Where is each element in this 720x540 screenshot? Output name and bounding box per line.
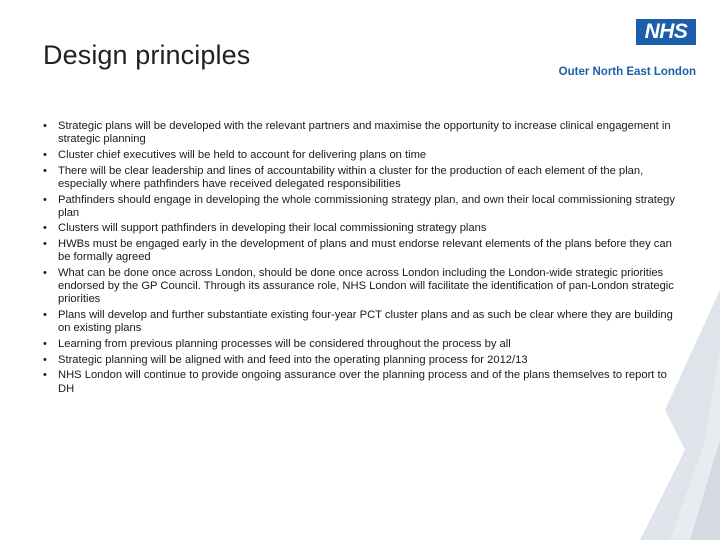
bullet-text: HWBs must be engaged early in the development of plans and must endorse relevant elements of the plans before they can be formally agreed [58,238,672,264]
bullet-text: There will be clear leadership and lines of accountability within a cluster for the production of each element of the plan, especially where pathfinders have received delegated responsibilities [58,164,644,190]
bullet-item [43,309,683,335]
bullet-marker: • [43,309,47,322]
organisation-name: Outer North East London [558,66,696,78]
bullet-item [43,222,683,235]
bullet-text: Plans will develop and further substantiate existing four-year PCT cluster plans and as such be clear where they are building on existing plans [58,309,673,335]
slide-title: Design principles [43,40,251,70]
bullet-marker: • [43,338,47,351]
decorative-corner-graphic [610,290,720,540]
bullet-marker: • [43,238,47,251]
bullet-text: Strategic plans will be developed with the relevant partners and maximise the opportunity to increase clinical engagement in strategic planning [58,120,671,146]
bullet-text: Clusters will support pathfinders in developing their local commissioning strategy plans [58,222,487,235]
bullet-text: What can be done once across London, should be done once across London including the London-wide strategic priorities endorsed by the GP Council. Through its assurance role, NHS London will facilitate the identification of pan-London strategic priorities [58,267,674,306]
bullet-marker: • [43,120,47,132]
nhs-logo-badge: NHS [636,19,696,45]
bullet-marker: • [43,369,47,382]
bullet-text: Strategic planning will be aligned with and feed into the operating planning process for 2012/13 [58,353,528,366]
bullet-marker: • [43,222,47,235]
bullet-marker: • [43,353,47,366]
bullet-text: NHS London will continue to provide ongoing assurance over the planning process and of the plans themselves to report to DH [58,369,667,395]
bullet-text: Learning from previous planning processes will be considered throughout the process by all [58,338,511,351]
bullet-item [43,369,683,395]
bullet-text: Pathfinders should engage in developing the whole commissioning strategy plan, and own their local commissioning strategy plan [58,193,675,219]
bullet-item [43,238,683,264]
bullet-item [43,354,683,367]
bullet-text: Cluster chief executives will be held to account for delivering plans on time [58,148,427,161]
bullet-item [43,165,683,191]
bullet-item [43,194,683,220]
bullet-marker: • [43,193,47,206]
bullet-item [43,338,683,351]
bullet-marker: • [43,164,47,177]
bullet-list [43,120,683,398]
bullet-marker: • [43,148,47,161]
bullet-item [43,267,683,307]
nhs-logo [526,19,696,89]
bullet-item [43,120,683,146]
bullet-marker: • [43,267,47,280]
bullet-item [43,149,683,162]
